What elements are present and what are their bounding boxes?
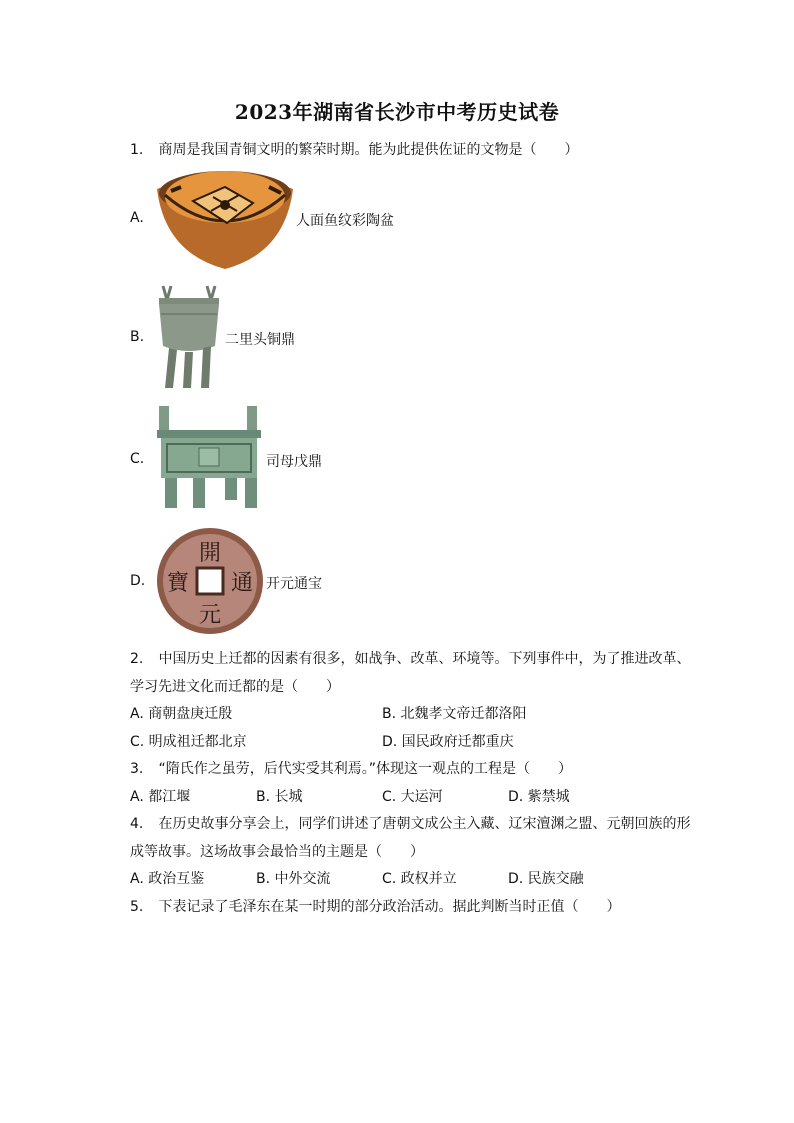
q4-option-a: A. 政治互鉴 xyxy=(130,871,205,887)
question-1 xyxy=(130,139,578,159)
coin-char-left: 寶 xyxy=(166,571,190,596)
kaiyuan-coin-icon xyxy=(154,526,266,636)
q3-option-a: A. 都江堰 xyxy=(130,789,191,805)
q1-option-c-letter: C. xyxy=(130,451,145,467)
question-text-line1: 中国历史上迁都的因素有很多，如战争、改革、环境等。下列事件中，为了推进改革、 xyxy=(158,651,691,667)
question-2 xyxy=(130,648,690,668)
question-number: 2. xyxy=(130,651,144,667)
coin-char-bottom: 元 xyxy=(198,603,222,628)
question-text-line1: 在历史故事分享会上，同学们讲述了唐朝文成公主入藏、辽宋澶渊之盟、元朝回族的形 xyxy=(158,816,691,832)
q4-option-d: D. 民族交融 xyxy=(508,871,584,887)
question-5 xyxy=(130,896,620,916)
q2-option-b: B. 北魏孝文帝迁都洛阳 xyxy=(382,706,527,722)
question-text: 下表记录了毛泽东在某一时期的部分政治活动。据此判断当时正值（ ） xyxy=(158,899,621,915)
bronze-ding-tripod-icon xyxy=(153,284,225,390)
q1-option-b-caption: 二里头铜鼎 xyxy=(225,332,295,348)
q2-option-d: D. 国民政府迁都重庆 xyxy=(382,734,514,750)
q2-option-a: A. 商朝盘庚迁殷 xyxy=(130,706,233,722)
q3-option-b: B. 长城 xyxy=(256,789,303,805)
q1-option-c-caption: 司母戊鼎 xyxy=(266,454,322,470)
question-text: “隋氏作之虽劳，后代实受其利焉。”体现这一观点的工程是（ ） xyxy=(158,761,572,777)
q1-option-d-caption: 开元通宝 xyxy=(266,576,322,592)
q1-option-d-letter: D. xyxy=(130,573,146,589)
q3-option-c: C. 大运河 xyxy=(382,789,443,805)
question-4 xyxy=(130,813,690,833)
exam-title: 2023年湖南省长沙市中考历史试卷 xyxy=(234,100,560,124)
question-4-line2: 成等故事。这场故事会最恰当的主题是（ ） xyxy=(130,844,424,860)
question-number: 3. xyxy=(130,761,144,777)
coin-char-right: 通 xyxy=(230,571,254,596)
question-3 xyxy=(130,758,572,778)
q2-option-c: C. 明成祖迁都北京 xyxy=(130,734,247,750)
question-number: 5. xyxy=(130,899,144,915)
q1-option-b-letter: B. xyxy=(130,329,145,345)
q1-option-a-letter: A. xyxy=(130,210,144,226)
q4-option-c: C. 政权并立 xyxy=(382,871,457,887)
q3-option-d: D. 紫禁城 xyxy=(508,789,570,805)
coin-char-top: 開 xyxy=(198,541,222,566)
question-number: 4. xyxy=(130,816,144,832)
q1-option-a-caption: 人面鱼纹彩陶盆 xyxy=(296,213,394,229)
painted-pottery-basin-icon xyxy=(153,167,297,271)
simuwu-square-ding-icon xyxy=(153,404,265,512)
question-number: 1. xyxy=(130,142,144,158)
question-text: 商周是我国青铜文明的繁荣时期。能为此提供佐证的文物是（ ） xyxy=(158,142,579,158)
question-2-line2: 学习先进文化而迁都的是（ ） xyxy=(130,679,340,695)
q4-option-b: B. 中外交流 xyxy=(256,871,331,887)
